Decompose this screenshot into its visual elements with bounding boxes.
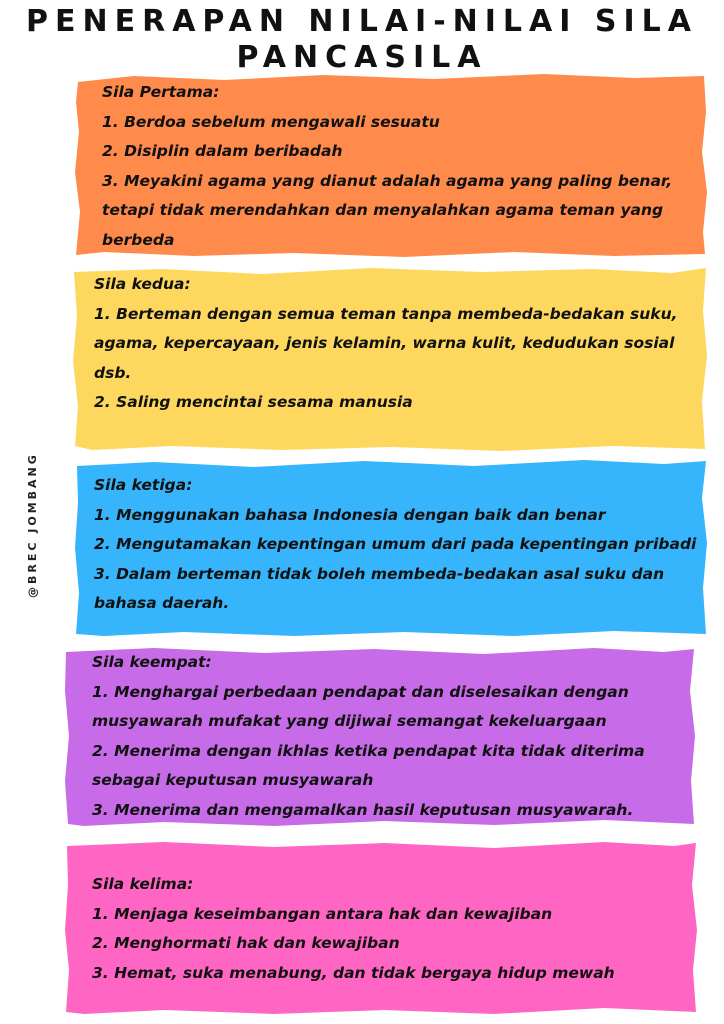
list-item: 2. Disiplin dalam beribadah — [102, 142, 343, 160]
list-item: agama, kepercayaan, jenis kelamin, warna kulit, kedudukan sosial — [94, 334, 675, 352]
sila-kelima-card — [64, 840, 698, 1016]
list-item: musyawarah mufakat yang dijiwai semangat kekeluargaan — [92, 712, 607, 730]
list-item: 1. Berteman dengan semua teman tanpa membeda-bedakan suku, — [94, 304, 678, 323]
side-watermark-label: @BREC JOMBANG — [26, 452, 39, 598]
sila-ketiga-card — [74, 458, 708, 638]
title-line-1: PENERAPAN NILAI-NILAI SILA — [26, 4, 698, 39]
sila-ketiga-content — [94, 471, 708, 619]
sila-ketiga-heading: Sila ketiga: — [94, 476, 193, 494]
list-item: 2. Mengutamakan kepentingan umum dari pada kepentingan pribadi — [94, 535, 697, 553]
sila-keempat-card — [64, 646, 696, 828]
list-item: 1. Menjaga keseimbangan antara hak dan kewajiban — [92, 904, 553, 923]
list-item: 3. Hemat, suka menabung, dan tidak bergaya hidup mewah — [92, 963, 615, 982]
list-item: 2. Menerima dengan ikhlas ketika pendapat kita tidak diterima — [92, 741, 645, 760]
list-item: 1. Menghargai perbedaan pendapat dan diselesaikan dengan — [92, 682, 629, 701]
list-item: 3. Meyakini agama yang dianut adalah agama yang paling benar, — [102, 171, 673, 190]
sila-kelima-content — [92, 870, 698, 988]
sila-pertama-heading: Sila Pertama: — [102, 83, 220, 101]
list-item: 1. Berdoa sebelum mengawali sesuatu — [102, 112, 440, 131]
list-item: 3. Menerima dan mengamalkan hasil keputusan musyawarah. — [92, 800, 634, 819]
sila-pertama-content — [102, 78, 708, 255]
list-item: 2. Saling mencintai sesama manusia — [94, 393, 413, 411]
list-item: sebagai keputusan musyawarah — [92, 771, 374, 789]
sila-pertama-card — [74, 72, 708, 258]
sila-keempat-heading: Sila keempat: — [92, 653, 212, 671]
sila-kelima-heading: Sila kelima: — [92, 875, 194, 893]
list-item: bahasa daerah. — [94, 594, 230, 612]
sila-kedua-heading: Sila kedua: — [94, 275, 191, 293]
list-item: berbeda — [102, 230, 175, 249]
sila-kedua-card — [72, 266, 708, 452]
list-item: 1. Menggunakan bahasa Indonesia dengan baik dan benar — [94, 505, 606, 524]
page-title — [0, 4, 724, 76]
list-item: dsb. — [94, 363, 132, 382]
list-item: 3. Dalam berteman tidak boleh membeda-bedakan asal suku dan — [94, 564, 665, 583]
sila-kedua-content — [94, 270, 708, 418]
list-item: tetapi tidak merendahkan dan menyalahkan agama teman yang — [102, 201, 664, 219]
title-line-2: PANCASILA — [236, 40, 488, 75]
list-item: 2. Menghormati hak dan kewajiban — [92, 934, 400, 952]
sila-keempat-content — [92, 648, 696, 825]
